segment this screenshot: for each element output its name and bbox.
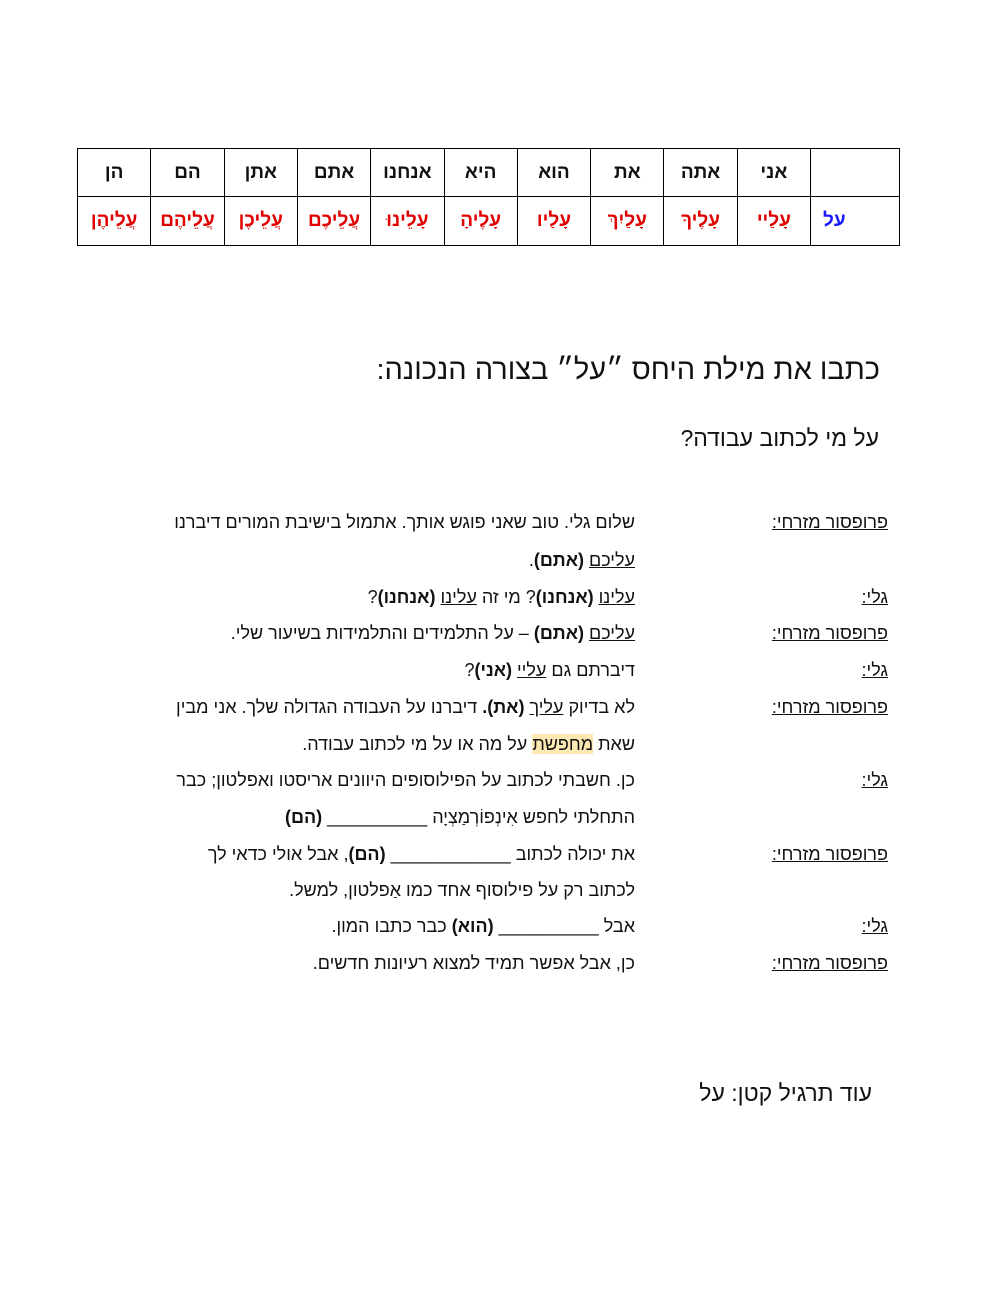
dialogue-line: [368, 587, 635, 608]
punctuation: ?: [464, 660, 475, 680]
speaker-label: גלי:: [861, 916, 888, 936]
extra-exercise-heading: עוד תרגיל קטן: על: [699, 1080, 872, 1106]
pronoun-hint: (אתם): [533, 550, 584, 570]
form-aten: עֲלֵיכֶן: [224, 197, 297, 246]
answer-word: עליכם: [589, 550, 635, 570]
dialogue-text-with-blank: התחלתי לחפש אִינְפוֹרְמַצְיָה __________: [327, 807, 635, 827]
header-at: את: [591, 149, 664, 197]
dialogue-text: – על התלמידים והתלמידות בשיעור שלי.: [230, 623, 529, 643]
form-ata: עָלֶיךָ: [664, 197, 737, 246]
dialogue-text: לא בדיוק: [568, 697, 635, 717]
preposition-cell: על: [811, 197, 900, 246]
speaker-label: גלי:: [861, 770, 888, 790]
exercise-subtitle: על מי לכתוב עבודה?: [680, 425, 879, 451]
header-hem: הם: [151, 149, 224, 197]
dialogue-text: ? מי זה: [481, 587, 536, 607]
speaker-label: פרופסור מזרחי:: [771, 697, 888, 717]
dialogue-line-continuation: [529, 550, 635, 571]
punctuation: .: [528, 550, 534, 570]
dialogue-text: דיברנו על העבודה הגדולה שלך. אני מבין: [176, 697, 478, 717]
speaker-label: פרופסור מזרחי:: [771, 953, 888, 973]
dialogue-text: על מה או על מי לכתוב עבודה.: [302, 734, 528, 754]
dialogue-line: כן. חשבתי לכתוב על הפילוסופים היוונים אריסטו ואפלטון; כבר: [176, 770, 635, 790]
header-hu: הוא: [517, 149, 590, 197]
pronoun-hint: (הם): [285, 807, 323, 827]
dialogue-text: שאת: [598, 734, 635, 754]
dialogue-line: כן, אבל אפשר תמיד למצוא רעיונות חדשים.: [312, 953, 635, 973]
form-atem: עֲלֵיכֶם: [297, 197, 370, 246]
punctuation: ?: [367, 587, 378, 607]
pronoun-hint: (את).: [482, 697, 525, 717]
highlighted-word: מחפשת: [532, 734, 594, 754]
form-hi: עָלֶיהָ: [444, 197, 517, 246]
form-anachnu: עָלֵינוּ: [371, 197, 444, 246]
pronoun-table: [77, 148, 900, 246]
pronoun-hint: (אני): [474, 660, 512, 680]
dialogue-text: , אבל אולי כדאי לך: [207, 844, 349, 864]
dialogue-line: [331, 916, 635, 937]
dialogue-line-continuation: [302, 734, 635, 755]
answer-word: עליך: [529, 697, 564, 717]
header-hi: היא: [444, 149, 517, 197]
pronoun-hint: (אתם): [533, 623, 584, 643]
pronoun-hint: (אנחנו): [377, 587, 436, 607]
forms-row: [78, 197, 900, 246]
dialogue-line-continuation: לכתוב רק על פילוסוף אחד כמו אַפלטון, למשל.: [289, 880, 635, 900]
dialogue-line: [231, 623, 635, 644]
answer-word: עליכם: [589, 623, 635, 643]
header-ani: אני: [737, 149, 810, 197]
dialogue-text-with-blank: אבל __________: [498, 916, 635, 936]
speaker-label: גלי:: [861, 660, 888, 680]
speaker-label: פרופסור מזרחי:: [771, 623, 888, 643]
pronoun-hint: (אנחנו): [535, 587, 594, 607]
answer-word: עליי: [517, 660, 547, 680]
form-hu: עָלַיו: [517, 197, 590, 246]
header-aten: אתן: [224, 149, 297, 197]
dialogue-text: כבר כתבו המון.: [331, 916, 447, 936]
speaker-label: פרופסור מזרחי:: [771, 512, 888, 532]
answer-word: עלינו: [598, 587, 635, 607]
form-at: עָלַיִךְ: [591, 197, 664, 246]
pronoun-header-row: [78, 149, 900, 197]
speaker-label: גלי:: [861, 587, 888, 607]
pronoun-hint: (הם): [348, 844, 386, 864]
dialogue-line: [208, 844, 635, 865]
form-ani: עָלַיי: [737, 197, 810, 246]
dialogue-line: [465, 660, 636, 681]
pronoun-hint: (הוא): [451, 916, 494, 936]
header-hen: הן: [78, 149, 151, 197]
form-hem: עֲלֵיהֶם: [151, 197, 224, 246]
exercise-title: כתבו את מילת היחס ״על״ בצורה הנכונה:: [376, 354, 880, 386]
table-corner-cell: [811, 149, 900, 197]
dialogue-line: [176, 697, 635, 718]
speaker-label: פרופסור מזרחי:: [771, 844, 888, 864]
form-hen: עֲלֵיהֶן: [78, 197, 151, 246]
header-ata: אתה: [664, 149, 737, 197]
dialogue-line: שלום גלי. טוב שאני פוגש אותך. אתמול בישיבת המורים דיברנו: [174, 512, 635, 532]
header-atem: אתם: [297, 149, 370, 197]
dialogue-line-continuation: [285, 807, 635, 828]
dialogue-text-with-blank: את יכולה לכתוב ____________: [390, 844, 635, 864]
header-anachnu: אנחנו: [371, 149, 444, 197]
dialogue-text: דיברתם גם: [551, 660, 635, 680]
answer-word: עלינו: [440, 587, 477, 607]
